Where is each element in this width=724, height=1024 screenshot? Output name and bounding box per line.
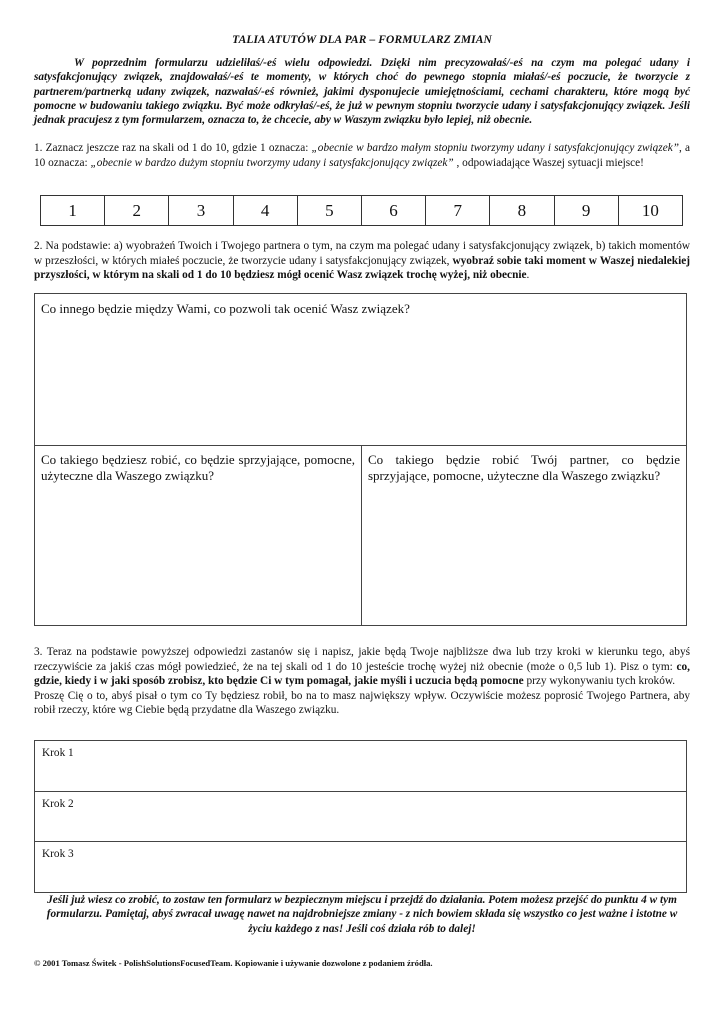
scale-cell-8[interactable]: 8 (490, 196, 554, 226)
question-1-suffix: , odpowiadające Waszej sytuacji miejsce! (453, 156, 644, 169)
answer-box-self[interactable] (35, 446, 362, 625)
answer-box-relationship-prompt: Co innego będzie między Wami, co pozwoli tak ocenić Wasz związek? (41, 301, 410, 316)
rating-scale-row (41, 196, 683, 226)
steps-table (34, 740, 687, 893)
answer-box-relationship[interactable] (35, 294, 686, 446)
question-2 (34, 239, 690, 283)
step-3-label: Krok 3 (42, 848, 74, 860)
scale-cell-10[interactable]: 10 (618, 196, 682, 226)
answer-boxes (34, 293, 687, 626)
step-box-1[interactable] (35, 741, 686, 792)
scale-cell-5[interactable]: 5 (297, 196, 361, 226)
answer-box-self-prompt: Co takiego będziesz robić, co będzie sprzyjające, pomocne, użyteczne dla Waszego związku? (41, 452, 355, 483)
question-3 (34, 645, 690, 718)
intro-paragraph: W poprzednim formularzu udzieliłaś/-eś wielu odpowiedzi. Dzięki nim precyzowałaś/-eś na czym ma polegać udany i satysfakcjonujący związek, znajdowałaś/-eś te momenty, w których choć do pewnego stopnia miałaś/-eś poczucie, że tworzycie z partnerem/partnerką udany związek, nazwałaś/-eś również, jakimi dysponujecie umiejętnościami, cechami charakteru, które mogą być pomocne w budowaniu takiego związku. Być może odkryłaś/-eś, że już w pewnym stopniu tworzycie udany i satysfakcjonujący związek. Jeśli jednak pracujesz z tym formularzem, oznacza to, że chcecie, aby w Waszym związku było lepiej, niż obecnie. (34, 57, 690, 127)
question-2-prefix: 2. Na podstawie: a) wyobrażeń Twoich i Twojego partnera o tym, na czym ma polegać udany i satysfakcjonujący związek, b) takich momentów w przeszłości, w których miałeś poczucie, że tworzycie udany i satysfakcjonujący związek, (34, 240, 690, 267)
answer-box-partner-prompt: Co takiego będzie robić Twój partner, co będzie sprzyjające, pomocne, użyteczne dla Waszego związku? (368, 452, 680, 483)
question-3-part2: przy wykonywaniu tych kroków. (523, 675, 676, 688)
question-1-middle: , a 10 oznacza: (34, 142, 691, 169)
form-title: TALIA ATUTÓW DLA PAR – FORMULARZ ZMIAN (232, 34, 492, 46)
copyright-footer: © 2001 Tomasz Świtek - PolishSolutionsFocusedTeam. Kopiowanie i używanie dozwolone z podaniem źródła. (34, 958, 433, 968)
step-box-2[interactable] (35, 792, 686, 842)
closing-note: Jeśli już wiesz co zrobić, to zostaw ten formularz w bezpiecznym miejscu i przejdź do działania. Potem możesz przejść do punktu 4 w tym formularzu. Pamiętaj, abyś zwracał uwagę nawet na najdrobniejsze zmiany - z nich bowiem składa się wszystko co jest ważne i istotne w życiu każdego z nas! Jeśli coś działa rób to dalej! (46, 894, 678, 935)
scale-cell-3[interactable]: 3 (169, 196, 233, 226)
question-1-high-quote: „obecnie w bardzo dużym stopniu tworzymy udany i satysfakcjonujący związek” (90, 156, 454, 169)
scale-cell-1[interactable]: 1 (41, 196, 105, 226)
scale-cell-7[interactable]: 7 (426, 196, 490, 226)
question-3-part3: Proszę Cię o to, abyś pisał o tym co Ty będziesz robił, bo na to masz największy wpływ. Oczywiście możesz poprosić Twojego Partnera, aby robił rzeczy, które wg Ciebie będą przydatne dla Waszego związku. (34, 689, 690, 717)
rating-scale (40, 195, 683, 226)
question-1-prefix: 1. Zaznacz jeszcze raz na skali od 1 do 10, gdzie 1 oznacza: (34, 142, 312, 154)
question-3-part1: 3. Teraz na podstawie powyższej odpowiedzi zastanów się i napisz, jakie będą Twoje najbliższe dwa lub trzy kroki w kierunku tego, abyś rzeczywiście za jakiś czas mógł powiedzieć, że na tej skali od 1 do 10 jesteście trochę wyżej niż obecnie (może o 0,5 lub 1). Pisz o tym: (34, 646, 690, 673)
scale-cell-6[interactable]: 6 (361, 196, 425, 226)
step-2-label: Krok 2 (42, 798, 74, 810)
scale-cell-2[interactable]: 2 (105, 196, 169, 226)
question-2-suffix: . (526, 269, 530, 282)
question-1 (34, 141, 690, 170)
scale-cell-9[interactable]: 9 (554, 196, 618, 226)
answer-box-partner[interactable] (362, 446, 686, 625)
question-2-bold: wyobraź sobie taki moment w Waszej niedalekiej przyszłości, w którym na skali od 1 do 10 będziesz mógł ocenić Wasz związek trochę wyżej, niż obecnie (34, 254, 690, 282)
question-1-low-quote: „obecnie w bardzo małym stopniu tworzymy udany i satysfakcjonujący związek” (311, 142, 680, 154)
step-box-3[interactable] (35, 842, 686, 892)
scale-cell-4[interactable]: 4 (233, 196, 297, 226)
step-1-label: Krok 1 (42, 747, 74, 759)
question-3-bold: co, gdzie, kiedy i w jaki sposób zrobisz, kto będzie Ci w tym pomagał, jakie myśli i uczucia będą pomocne (34, 660, 690, 688)
